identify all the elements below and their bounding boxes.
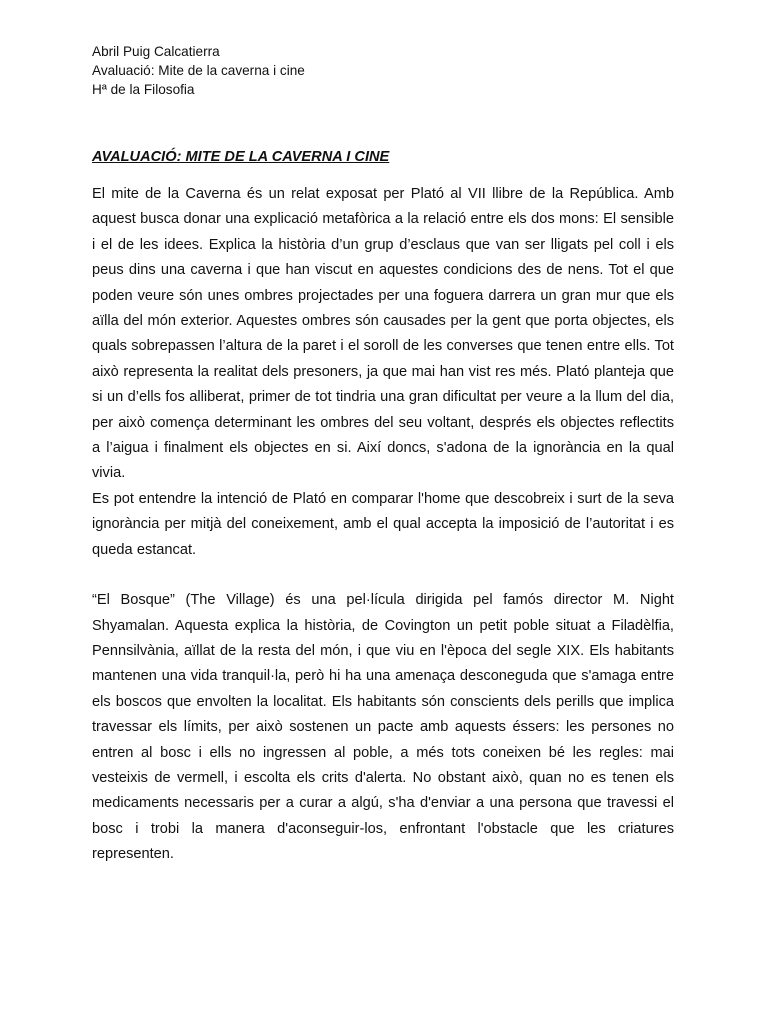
paragraph-the-village: “El Bosque” (The Village) és una pel·lícula dirigida pel famós director M. Night Shyamalan. Aquesta explica la història, de Covington un petit poble situat a Filadèlfia, Pennsilvània, aïllat de la resta del món, i que viu en l'època del segle XIX. Els habitants mantenen una vida tranquil·la, però hi ha una amenaça desconeguda que s'amaga entre els boscos que envolten la localitat. Els habitants són conscients dels perills que implica travessar els límits, per això sostenen un pacte amb aquests éssers: les persones no entren al bosc i ells no ingressen al poble, a més tots coneixen bé les regles: mai vesteixis de vermell, i escolta els crits d'alerta. No obstant això, quan no es tenen els medicaments necessaris per a curar a algú, s'ha d'enviar a una persona que travessi el bosc i trobi la manera d'aconseguir-los, enfrontant l'obstacle que les criatures representen.	[92, 592, 674, 863]
author-name: Abril Puig Calcatierra	[92, 44, 220, 59]
subject-name: Hª de la Filosofia	[92, 82, 195, 97]
paragraph-cave-myth: El mite de la Caverna és un relat exposat per Plató al VII llibre de la República. Amb aquest busca donar una explicació metafòrica a la relació entre els dos mons: El sensible i el de les idees. Explica la història d’un grup d’esclaus que van ser lligats pel coll i els peus dins una caverna i que han viscut en aquestes condicions des de nens. Tot el que poden veure són unes ombres projectades per una foguera darrera un gran mur que els aïlla del món exterior. Aquestes ombres són causades per la gent que porta objectes, els quals sobrepassen l’altura de la paret i el soroll de les converses que tenen entre ells. Tot això representa la realitat dels presoners, ja que mai han vist res més. Plató planteja que si un d’ells fos alliberat, primer de tot tindria una gran dificultat per veure a la llum del dia, per això comença determinant les ombres del seu voltant, després els objectes reflectits a l’aigua i finalment els objectes en si. Així doncs, s'adona de la ignorància en la qual vivia.	[92, 186, 674, 482]
assignment-name: Avaluació: Mite de la caverna i cine	[92, 63, 305, 78]
document-header	[92, 42, 674, 99]
document-page	[92, 42, 674, 868]
document-title: AVALUACIÓ: MITE DE LA CAVERNA I CINE	[92, 149, 390, 165]
paragraph-plato-intention: Es pot entendre la intenció de Plató en comparar l'home que descobreix i surt de la seva ignorància per mitjà del coneixement, amb el qual accepta la imposició de l’autoritat i es queda estancat.	[92, 490, 674, 558]
